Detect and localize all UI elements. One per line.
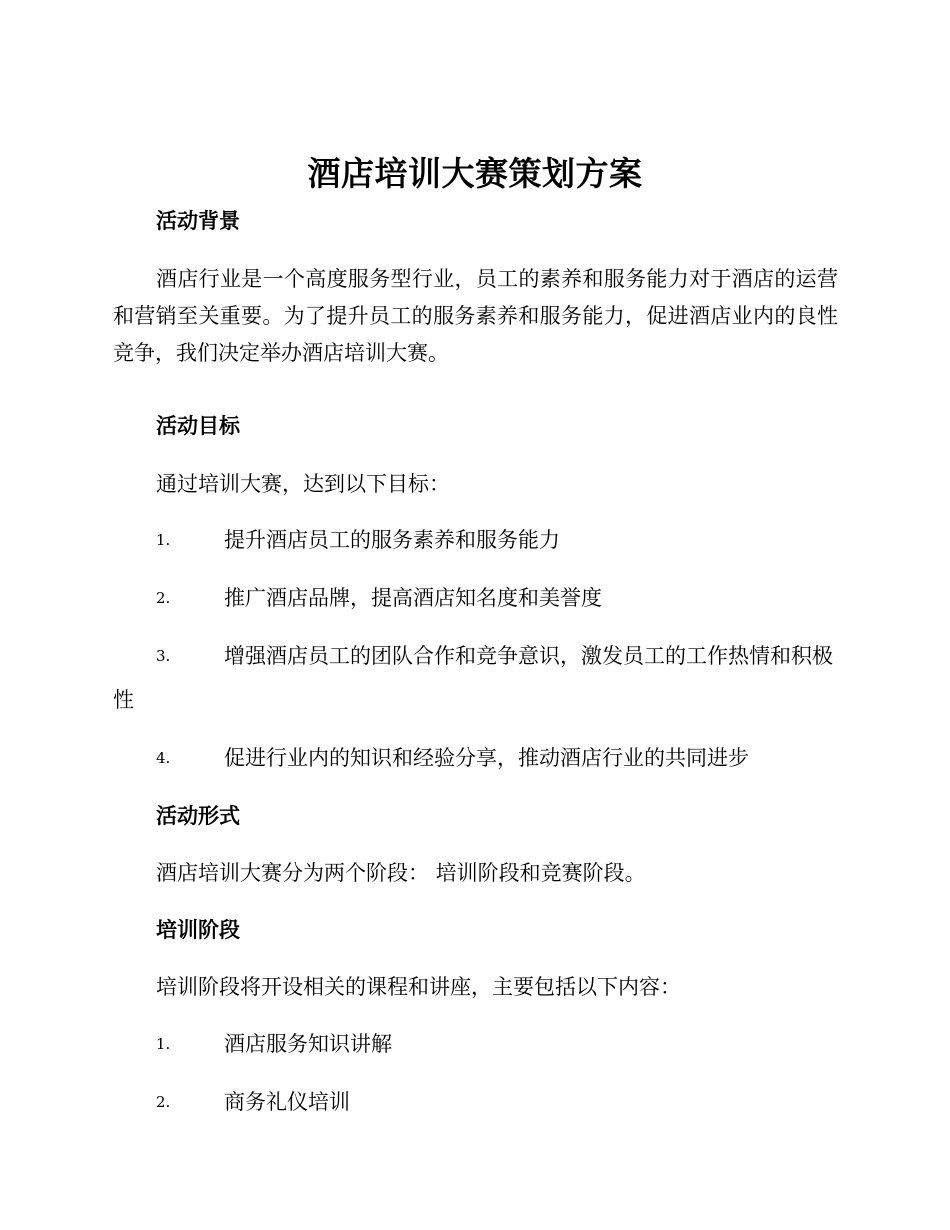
list-number: 1. [156,1035,171,1053]
list-item-text: 促进行业内的知识和经验分享，推动酒店行业的共同进步 [224,746,749,770]
document-title: 酒店培训大赛策划方案 [307,154,643,193]
training-item-1 [113,1022,838,1066]
goal-item-3 [113,634,838,722]
list-number: 2. [156,589,171,607]
list-item-text: 酒店服务知识讲解 [224,1032,392,1056]
list-number: 2. [156,1093,171,1111]
goals-intro: 通过培训大赛，达到以下目标： [156,472,450,496]
heading-format: 活动形式 [156,804,240,828]
list-number: 1. [156,531,171,549]
list-item-text: 推广酒店品牌，提高酒店知名度和美誉度 [224,586,602,610]
list-item-text: 增强酒店员工的团队合作和竞争意识，激发员工的工作热情和积极性 [113,644,833,712]
heading-goals: 活动目标 [156,414,240,438]
format-text: 酒店培训大赛分为两个阶段： 培训阶段和竞赛阶段。 [156,861,646,885]
list-number: 3. [156,647,171,665]
list-item-text: 商务礼仪培训 [224,1090,350,1114]
training-intro: 培训阶段将开设相关的课程和讲座，主要包括以下内容： [156,975,681,999]
list-item-text: 提升酒店员工的服务素养和服务能力 [224,528,560,552]
list-number: 4. [156,749,171,767]
goal-item-4 [113,736,838,780]
heading-training: 培训阶段 [156,918,240,942]
background-paragraph: 酒店行业是一个高度服务型行业，员工的素养和服务能力对于酒店的运营和营销至关重要。为了提升员工的服务素养和服务能力，促进酒店业内的良性竞争，我们决定举办酒店培训大赛。 [113,267,838,365]
goal-item-2 [113,576,838,620]
heading-background: 活动背景 [156,209,240,233]
goal-item-1 [113,518,838,562]
training-item-2 [113,1080,838,1124]
